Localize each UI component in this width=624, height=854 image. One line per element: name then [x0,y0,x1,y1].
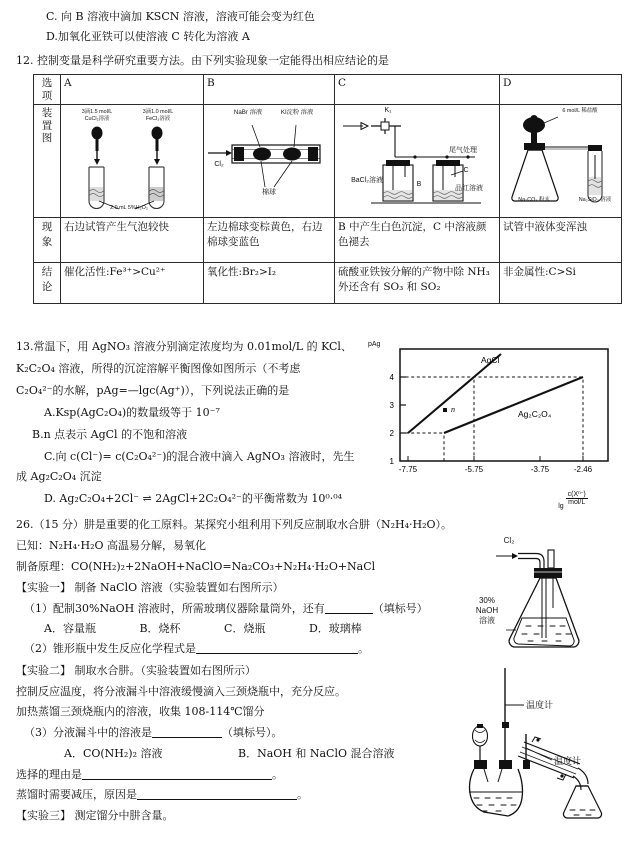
svg-text:-5.75: -5.75 [464,465,484,474]
label-cotton: 棉球 [262,189,276,197]
q11-option-c: C. 向 B 溶液中滴加 KSCN 溶液，溶液可能会变为红色 [46,10,315,23]
q26-reason-row: 选择的理由是 。 [16,768,283,781]
phenomenon-a: 右边试管产生气泡较快 [61,218,204,263]
q26-exp3-title: 【实验三】 测定馏分中肼含量。 [16,809,174,822]
q26-sub1-option-c[interactable]: C．烧瓶 [224,622,266,635]
table-row-setup [34,105,622,218]
q13-option-c-line2: 成 Ag₂C₂O₄ 沉淀 [16,470,102,483]
svg-text:4: 4 [389,373,394,382]
conclusion-c: 硫酸亚铁铵分解的产物中除 NH₃ 外还含有 SO₃ 和 SO₂ [335,263,500,304]
q11-option-d: D.加氧化亚铁可以使溶液 C 转化为溶液 A [46,30,250,43]
apparatus-diagram-d [500,105,621,217]
svg-text:-3.75: -3.75 [530,465,550,474]
label-thermometer-bottom: 温度计 [554,756,582,766]
label-nabr: NaBr 溶液 [233,109,263,117]
q26-sub1-text-a: （1）配制30%NaOH 溶液时，所需玻璃仪器除量筒外，还有 [24,602,325,615]
q26-sub3-option-b[interactable]: B．NaOH 和 NaClO 混合溶液 [238,747,395,760]
q26-vacuum-row: 蒸馏时需要减压，原因是 。 [16,788,308,801]
phenomenon-d: 试管中液体变浑浊 [500,218,622,263]
table-row-phenomenon [34,218,622,263]
figure-cell-b [204,105,335,218]
q26-sub1-text-b: （填标号） [372,602,428,615]
col-header-a: A [61,75,204,105]
label-naoh-solution [470,596,504,626]
table-row-conclusion [34,263,622,304]
q26-sub3-answer-blank[interactable] [152,728,222,738]
q26-sub3-text-a: （3）分液漏斗中的溶液是 [24,726,152,739]
label-na2co3: Na₂CO₃ 粉末 [518,197,550,204]
conclusion-d: 非金属性:C>Si [500,263,622,304]
table-row-header [34,75,622,105]
label-dilute-hcl: 6 mol/L 稀盐酸 [562,108,598,115]
col-header-c: C [335,75,500,105]
q26-sub3-option-a[interactable]: A．CO(NH₂)₂ 溶液 [64,747,163,760]
q26-vacuum-label: 蒸馏时需要减压，原因是 [16,788,137,801]
row-label-conclusion: 结论 [34,263,61,304]
q13-stem-line1: 13.常温下，用 AgNO₃ 溶液分别滴定浓度均为 0.01mol/L 的 KCl、 [16,340,352,353]
label-naoh-line2: NaOH [475,606,499,615]
figure-cell-a [61,105,204,218]
q26-sub1-option-d[interactable]: D．玻璃棒 [308,622,362,635]
row-label-option: 选项 [34,75,61,105]
svg-text:n: n [451,405,455,414]
q13-stem-line3: C₂O₄²⁻的水解，pAg=—lgc(Ag⁺)），下列说法正确的是 [16,384,290,397]
q26-exp2-line1: 控制反应温度，将分液漏斗中溶液缓慢滴入三颈烧瓶中，充分反应。 [16,685,346,698]
label-cucl2: CuCl₂溶液 [84,116,110,123]
q26-exp1-title: 【实验一】 制备 NaClO 溶液（实验装置如右图所示） [16,581,284,594]
apparatus-diagram-distillation [466,664,618,820]
q26-sub2-answer-blank[interactable] [196,644,358,654]
q26-sub2-text: （2）锥形瓶中发生反应化学程式是 [24,642,196,655]
apparatus-diagram-a [61,105,203,217]
q13-option-a: A.Ksp(AgC₂O₄)的数量级等于 10⁻⁷ [44,406,220,419]
label-na2sio3: Na₂SiO₃ 溶液 [578,197,612,204]
q12-stem: 12. 控制变量是科学研究重要方法。由下列实验现象一定能得出相应结论的是 [16,54,389,67]
conclusion-a: 催化活性:Fe³⁺>Cu²⁺ [61,263,204,304]
svg-text:-7.75: -7.75 [398,465,418,474]
q26-sub1-options [44,620,362,636]
figure-cell-d [500,105,622,218]
q12-table [33,74,622,304]
solubility-equilibrium-chart [368,341,614,510]
label-cl2-inlet: Cl₂ [503,536,515,545]
apparatus-diagram-b [204,105,334,217]
col-header-d: D [500,75,622,105]
q26-sub3-options [64,745,395,761]
q26-reason-label: 选择的理由是 [16,768,82,781]
q26-principle: 制备原理：CO(NH₂)₂+2NaOH+NaClO=Na₂CO₃+N₂H₄·H₂O+NaCl [16,560,376,573]
q13-stem-line2: K₂C₂O₄ 溶液，所得的沉淀溶解平衡图像如图所示（不考虑 [16,362,301,375]
label-fecl3: FeCl₃溶液 [145,116,171,123]
label-naoh-line1: 30% [478,596,495,605]
label-exhaust: 尾气处理 [449,147,477,155]
svg-text:3: 3 [389,401,394,410]
q26-sub1-option-b[interactable]: B．烧杯 [139,622,181,635]
label-pinhong: 品红溶液 [455,185,483,193]
label-bottle-c: C [463,167,469,175]
chart-ylabel: pAg [368,341,381,348]
svg-text:1: 1 [389,457,394,466]
svg-text:2: 2 [389,429,394,438]
svg-text:Ag₂C₂O₄: Ag₂C₂O₄ [518,409,552,419]
q26-sub3 [24,724,283,740]
q26-vacuum-blank[interactable] [137,790,297,800]
label-bacl2: BaCl₂溶液 [351,177,383,185]
figure-cell-c [335,105,500,218]
q26-sub1-option-a[interactable]: A．容量瓶 [44,622,96,635]
q26-sub3-text-b: （填标号）。 [222,726,283,739]
label-fecl3-conc: 3滴1.0 mol/L [142,109,174,116]
label-cucl2-conc: 3滴1.5 mol/L [81,109,113,116]
label-cl2: Cl₂ [214,161,224,169]
q26-stem: 26.（15 分）肼是重要的化工原料。某探究小组利用下列反应制取水合肼（N₂H₄·H₂O）。 [16,518,453,531]
q26-sub1-answer-blank[interactable] [325,604,373,614]
label-naoh-line3: 溶液 [479,616,495,625]
q26-exp2-title: 【实验二】 制取水合肼。（实验装置如右图所示） [16,664,256,677]
chart-xlabel: lg $\frac{c(X^{n-})}{\text{mol/L}}$ [558,490,586,510]
q26-sub2: （2）锥形瓶中发生反应化学程式是 。 [24,642,369,655]
row-label-setup: 装置图 [34,105,61,218]
phenomenon-c: B 中产生白色沉淀，C 中溶液颜色褪去 [335,218,500,263]
row-label-phenomenon: 现象 [34,218,61,263]
label-bottle-b: B [416,181,422,189]
conclusion-b: 氧化性:Br₂>I₂ [204,263,335,304]
q13-option-c-line1: C.向 c(Cl⁻)= c(C₂O₄²⁻)的混合液中滴入 AgNO₃ 溶液时，先生 [44,450,355,463]
phenomenon-b: 左边棉球变棕黄色，右边棉球变蓝色 [204,218,335,263]
q26-known: 已知：N₂H₄·H₂O 高温易分解，易氧化 [16,539,207,552]
q26-reason-blank[interactable] [82,770,272,780]
label-valve-k1: K₁ [384,107,392,115]
col-header-b: B [204,75,335,105]
apparatus-diagram-c [335,105,499,217]
q12-table-wrap [33,74,612,304]
apparatus-diagram-naclo [470,534,618,658]
svg-text:-2.46: -2.46 [573,465,593,474]
q13-option-b: B.n 点表示 AgCl 的不饱和溶液 [32,428,188,441]
label-ki-starch: KI淀粉 溶液 [280,109,314,117]
label-thermometer-top: 温度计 [526,700,554,710]
q26-sub1 [24,600,428,616]
label-h2o2: 2.0 mL 5%H₂O₂ [110,205,148,212]
svg-text:AgCl: AgCl [481,355,500,365]
q13-option-d: D. Ag₂C₂O₄+2Cl⁻ ⇌ 2AgCl+2C₂O₄²⁻的平衡常数为 10⁰·⁰⁴ [44,492,343,505]
q26-exp2-line2: 加热蒸馏三颈烧瓶内的溶液，收集 108-114℃馏分 [16,705,265,718]
